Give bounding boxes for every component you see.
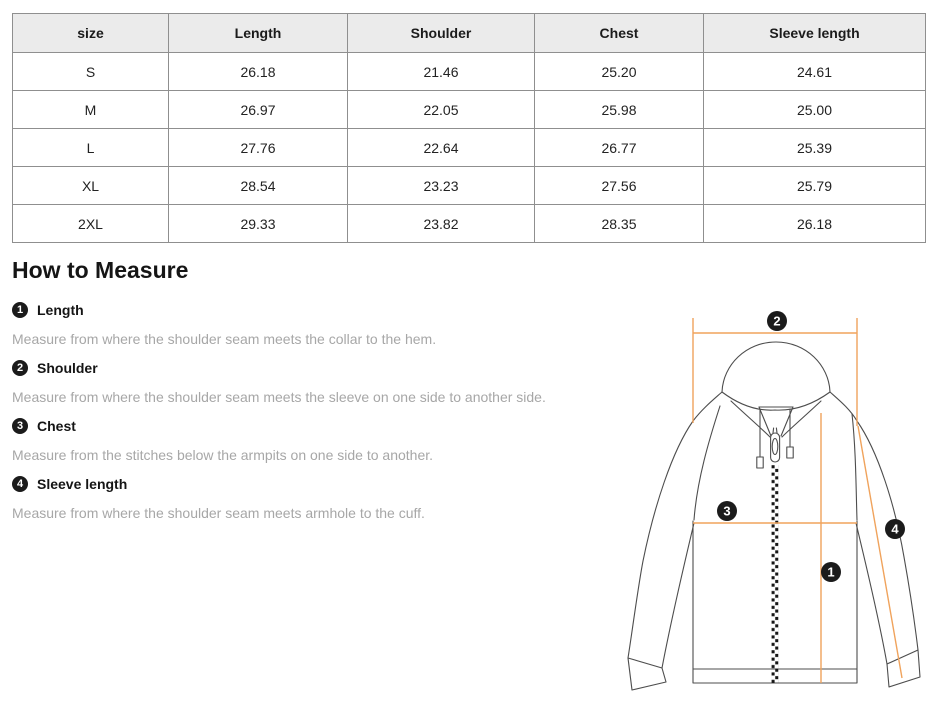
value-cell: 26.18 [169,53,348,91]
value-cell: 25.98 [535,91,704,129]
measure-item-title [12,416,610,436]
value-cell: 21.46 [348,53,535,91]
value-cell: 25.00 [704,91,926,129]
table-row [13,205,926,243]
value-cell: 25.20 [535,53,704,91]
badge-3-chest: 3 [723,503,731,519]
measure-item-description: Measure from where the shoulder seam meets the sleeve on one side to another side. [12,389,546,405]
zipper-teeth [771,465,778,683]
measure-item-label: Length [37,302,84,318]
measure-item-label: Sleeve length [37,476,128,492]
measure-list [12,300,610,523]
measurement-lines [693,318,902,683]
value-cell: 29.33 [169,205,348,243]
hoodie-measure-diagram [610,295,940,705]
measure-item-title [12,474,610,494]
measure-item-length [12,300,610,349]
value-cell: 27.76 [169,129,348,167]
how-to-measure-heading: How to Measure [12,257,189,283]
value-cell: 24.61 [704,53,926,91]
value-cell: 28.54 [169,167,348,205]
column-header-shoulder: Shoulder [348,14,535,53]
value-cell: 26.77 [535,129,704,167]
zipper-pull [771,428,780,462]
size-cell: L [13,129,169,167]
value-cell: 22.64 [348,129,535,167]
how-to-measure-section [12,241,610,523]
badge-1-length: 1 [827,564,835,580]
measure-item-label: Shoulder [37,360,98,376]
value-cell: 23.82 [348,205,535,243]
size-cell: S [13,53,169,91]
value-cell: 26.18 [704,205,926,243]
column-header-length: Length [169,14,348,53]
column-header-chest: Chest [535,14,704,53]
measure-item-label: Chest [37,418,76,434]
value-cell: 22.05 [348,91,535,129]
value-cell: 26.97 [169,91,348,129]
value-cell: 25.79 [704,167,926,205]
table-row [13,167,926,205]
size-cell: M [13,91,169,129]
measure-item-description: Measure from the stitches below the armpits on one side to another. [12,447,434,463]
size-cell: 2XL [13,205,169,243]
size-chart-header-row [13,14,926,53]
measure-item-chest [12,416,610,465]
measure-item-description: Measure from where the shoulder seam meets armhole to the cuff. [12,505,425,521]
value-cell: 27.56 [535,167,704,205]
column-header-size: size [13,14,169,53]
value-cell: 23.23 [348,167,535,205]
number-3-badge: 3 [12,418,28,434]
number-4-badge: 4 [12,476,28,492]
measure-item-sleeve-length [12,474,610,523]
hoodie-diagram-svg [610,295,940,705]
measure-item-title [12,300,610,320]
measure-item-title [12,358,610,378]
table-row [13,129,926,167]
badge-4-sleeve: 4 [891,521,899,537]
measure-item-description: Measure from where the shoulder seam meets the collar to the hem. [12,331,437,347]
column-header-sleeve: Sleeve length [704,14,926,53]
number-1-badge: 1 [12,302,28,318]
sleeve-measure-line [858,426,902,678]
size-chart-table [12,13,926,243]
number-2-badge: 2 [12,360,28,376]
table-row [13,91,926,129]
measure-item-shoulder [12,358,610,407]
value-cell: 28.35 [535,205,704,243]
value-cell: 25.39 [704,129,926,167]
size-cell: XL [13,167,169,205]
table-row [13,53,926,91]
badge-2-shoulder: 2 [773,313,781,329]
